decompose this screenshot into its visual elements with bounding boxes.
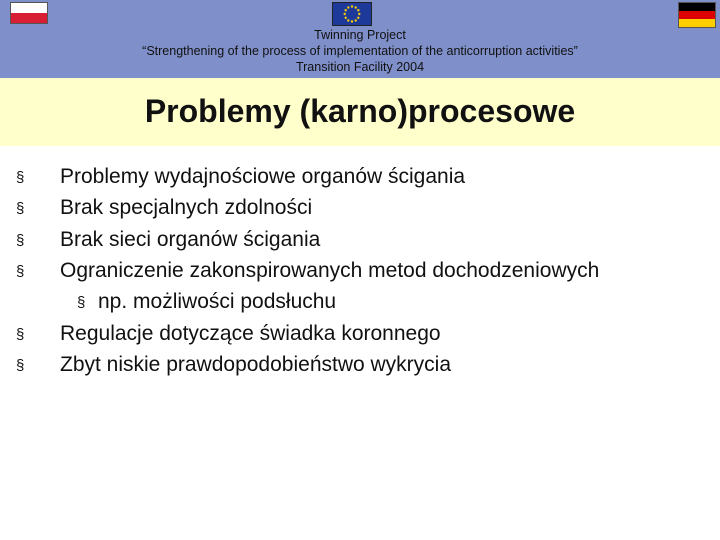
project-facility: Transition Facility 2004 xyxy=(295,60,425,74)
bullet-marker: § xyxy=(16,200,25,217)
list-item xyxy=(0,165,720,197)
list-item-text: Regulacje dotyczące świadka koronnego xyxy=(60,322,441,345)
germany-flag-icon xyxy=(678,2,716,28)
list-item xyxy=(0,353,720,385)
list-item-text: Brak specjalnych zdolności xyxy=(60,196,313,219)
header-text xyxy=(0,27,720,75)
header-band xyxy=(0,0,720,78)
eu-flag-icon xyxy=(332,2,372,26)
list-item-text: Zbyt niskie prawdopodobieństwo wykrycia xyxy=(60,353,452,376)
project-name: Twinning Project xyxy=(314,28,406,42)
bullet-marker: § xyxy=(16,326,25,343)
sub-bullet-marker: § xyxy=(77,294,86,311)
project-subtitle: “Strengthening of the process of implementation of the anticorruption activities” xyxy=(142,44,578,58)
list-item-text: Brak sieci organów ścigania xyxy=(60,228,321,251)
list-item-text: Ograniczenie zakonspirowanych metod dochodzeniowych xyxy=(60,259,600,282)
sub-list-item xyxy=(0,290,720,322)
bullet-marker: § xyxy=(16,357,25,374)
sub-list-item-text: np. możliwości podsłuchu xyxy=(98,290,337,313)
list-item xyxy=(0,228,720,260)
list-item xyxy=(0,196,720,228)
list-item xyxy=(0,259,720,291)
list-item xyxy=(0,322,720,354)
list-item-text: Problemy wydajnościowe organów ścigania xyxy=(60,165,466,188)
slide-title: Problemy (karno)procesowe xyxy=(144,93,576,129)
bullet-marker: § xyxy=(16,232,25,249)
bullet-marker: § xyxy=(16,169,25,186)
poland-flag-icon xyxy=(10,2,48,24)
bullet-marker: § xyxy=(16,263,25,280)
